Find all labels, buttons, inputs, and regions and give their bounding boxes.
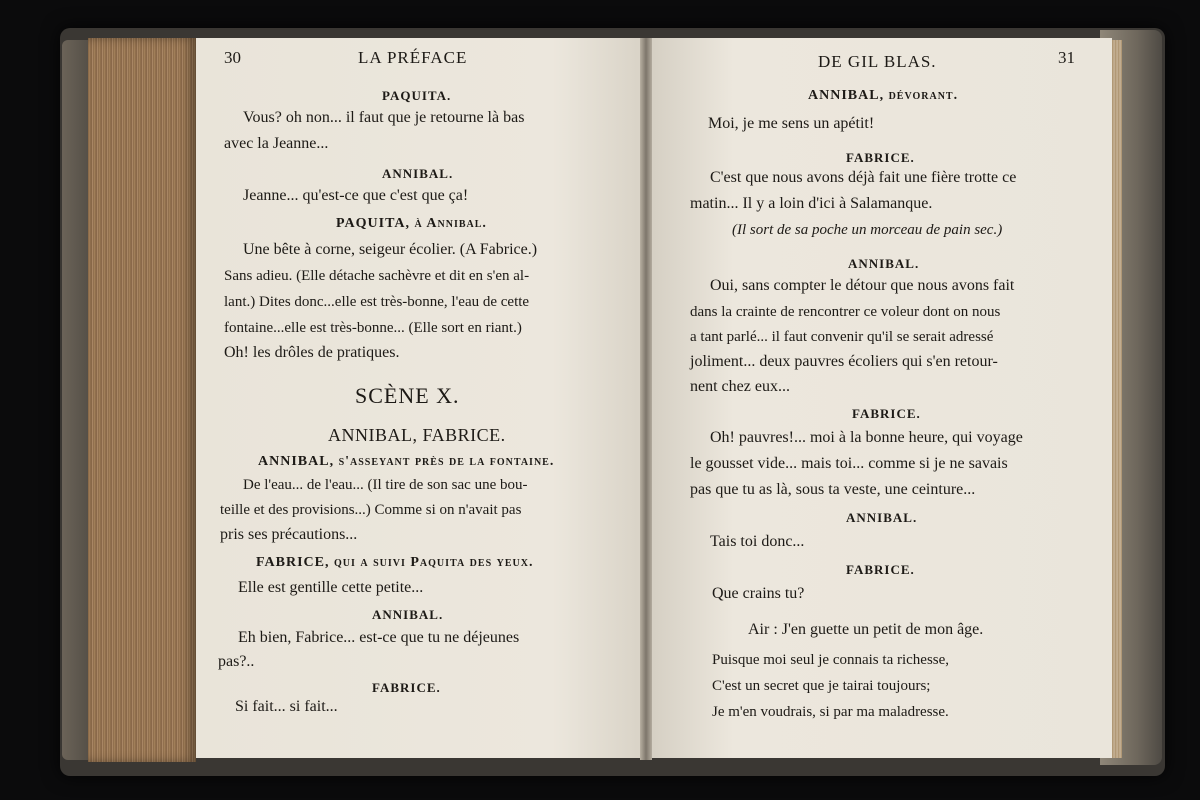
- speaker-label: ANNIBAL, dévorant.: [808, 88, 959, 103]
- dialogue-line: Tais toi donc...: [710, 533, 805, 550]
- speaker-label: ANNIBAL.: [846, 510, 918, 525]
- speaker-label: FABRICE.: [846, 150, 915, 165]
- dialogue-line: Eh bien, Fabrice... est-ce que tu ne déjeunes: [238, 629, 520, 646]
- speaker-label: ANNIBAL, s'asseyant près de la fontaine.: [258, 454, 555, 469]
- dialogue-line: De l'eau... de l'eau... (Il tire de son sac une bou-: [243, 477, 528, 493]
- dialogue-line: nent chez eux...: [690, 378, 790, 395]
- speaker-label: FABRICE.: [852, 406, 921, 421]
- dialogue-line: fontaine...elle est très-bonne... (Elle sort en riant.): [224, 320, 522, 336]
- speaker-label: ANNIBAL.: [848, 256, 920, 271]
- dialogue-line: Sans adieu. (Elle détache sachèvre et dit en s'en al-: [224, 268, 530, 284]
- dialogue-line: Jeanne... qu'est-ce que c'est que ça!: [243, 187, 469, 204]
- verse-line: Je m'en voudrais, si par ma maladresse.: [712, 704, 949, 720]
- right-running-head: DE GIL BLAS.: [818, 52, 937, 71]
- dialogue-line: Une bête à corne, seigeur écolier. (A Fabrice.): [243, 241, 538, 258]
- dialogue-line: Oh! les drôles de pratiques.: [224, 344, 400, 361]
- verse-line: Puisque moi seul je connais ta richesse,: [712, 652, 950, 668]
- dialogue-line: Que crains tu?: [712, 585, 805, 602]
- speaker-label: FABRICE.: [372, 680, 441, 695]
- dialogue-line: pas?..: [218, 653, 255, 670]
- scene-characters: ANNIBAL, FABRICE.: [328, 425, 506, 445]
- verse-line: C'est un secret que je tairai toujours;: [712, 678, 931, 694]
- dialogue-line: teille et des provisions...) Comme si on n'avait pas: [220, 502, 522, 518]
- book-gutter: [640, 38, 652, 760]
- dialogue-line: le gousset vide... mais toi... comme si je ne savais: [690, 455, 1008, 472]
- left-page-number: 30: [224, 48, 241, 67]
- dialogue-line: Vous? oh non... il faut que je retourne là bas: [243, 109, 525, 126]
- dialogue-line: dans la crainte de rencontrer ce voleur dont on nous: [690, 304, 1001, 320]
- left-running-head: LA PRÉFACE: [358, 48, 468, 67]
- page-edges: [88, 38, 196, 762]
- dialogue-line: C'est que nous avons déjà fait une fière trotte ce: [710, 169, 1017, 186]
- dialogue-line: Si fait... si fait...: [235, 698, 338, 715]
- speaker-label: PAQUITA.: [382, 88, 452, 103]
- dialogue-line: Elle est gentille cette petite...: [238, 579, 424, 596]
- dialogue-line: pris ses précautions...: [220, 526, 358, 543]
- speaker-label: FABRICE.: [846, 562, 915, 577]
- right-page-number: 31: [1058, 48, 1075, 67]
- speaker-label: FABRICE, qui a suivi Paquita des yeux.: [256, 555, 534, 570]
- dialogue-line: Oh! pauvres!... moi à la bonne heure, qui voyage: [710, 429, 1023, 446]
- stage-direction: (Il sort de sa poche un morceau de pain sec.): [732, 222, 1003, 238]
- speaker-label: ANNIBAL.: [372, 607, 444, 622]
- dialogue-line: a tant parlé... il faut convenir qu'il se serait adressé: [690, 329, 994, 345]
- song-air-line: Air : J'en guette un petit de mon âge.: [748, 621, 984, 638]
- scene-heading: SCÈNE X.: [355, 383, 460, 408]
- dialogue-line: matin... Il y a loin d'ici à Salamanque.: [690, 195, 933, 212]
- dialogue-line: Moi, je me sens un apétit!: [708, 115, 875, 132]
- dialogue-line: avec la Jeanne...: [224, 135, 329, 152]
- speaker-label: ANNIBAL.: [382, 166, 454, 181]
- speaker-label: PAQUITA, à Annibal.: [336, 216, 487, 231]
- dialogue-line: Oui, sans compter le détour que nous avons fait: [710, 277, 1015, 294]
- dialogue-line: joliment... deux pauvres écoliers qui s'en retour-: [690, 353, 998, 370]
- dialogue-line: lant.) Dites donc...elle est très-bonne, l'eau de cette: [224, 294, 530, 310]
- dialogue-line: pas que tu as là, sous ta veste, une ceinture...: [690, 481, 976, 498]
